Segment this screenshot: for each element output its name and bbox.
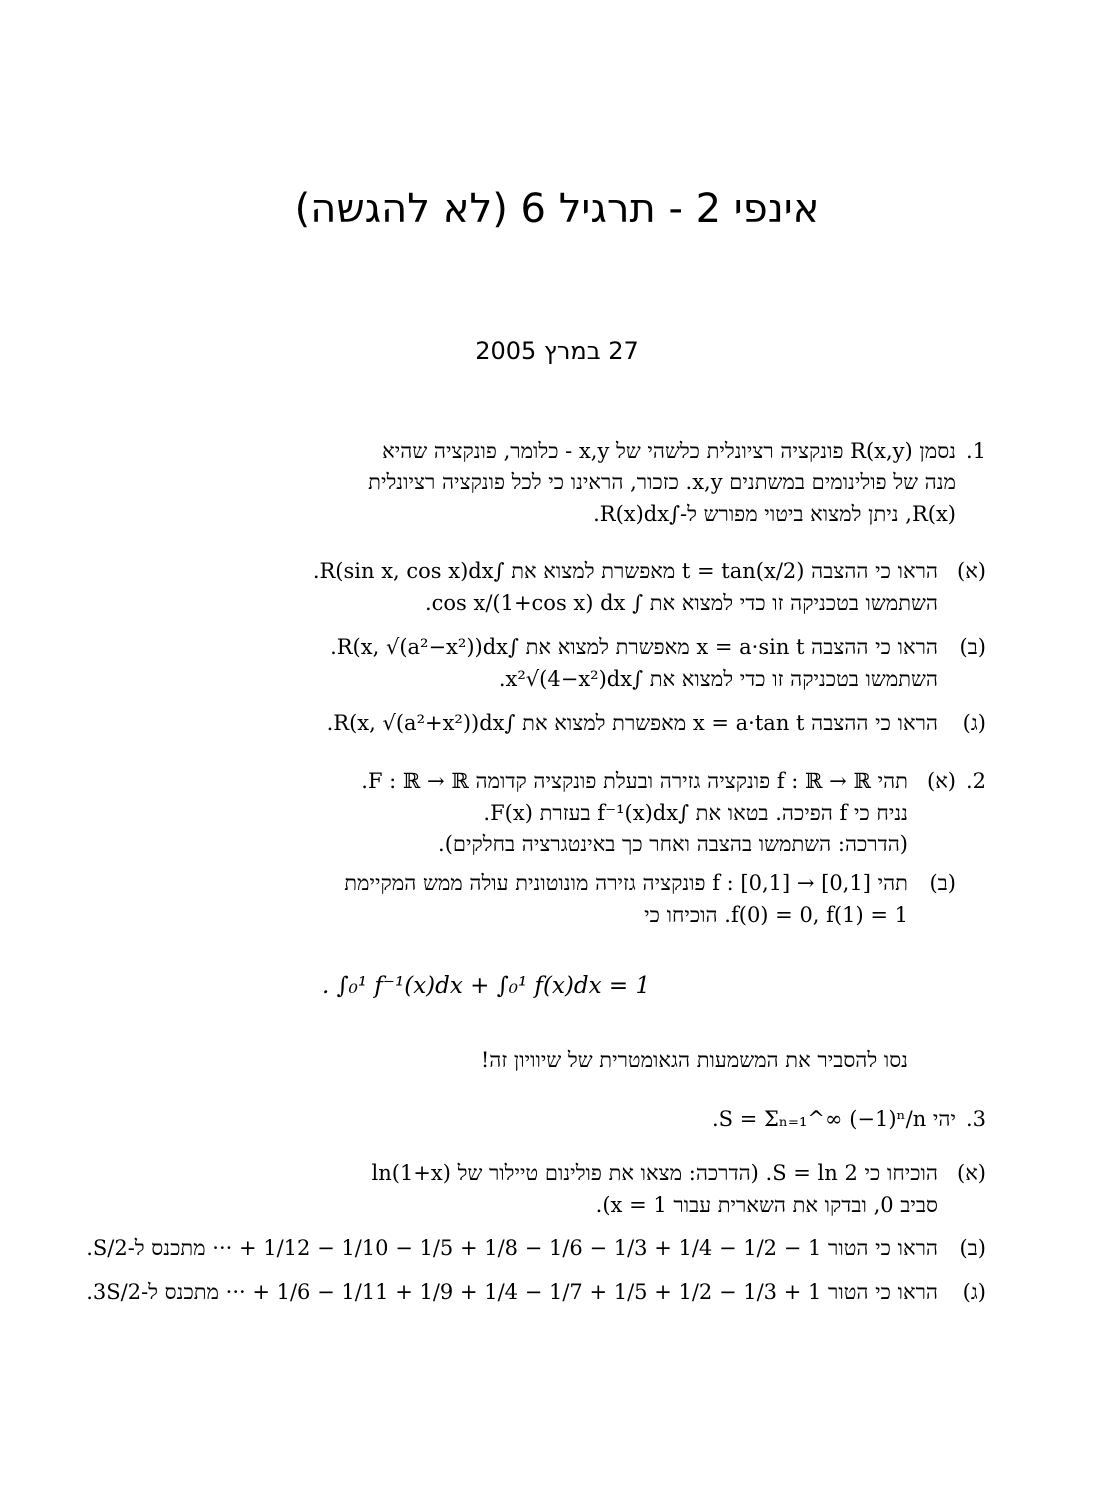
problem-1-part-a-line-1: הראו כי ההצבה t = tan(x/2) מאפשרת למצוא את ∫R(sin x, cos x)dx. bbox=[312, 559, 938, 583]
problem-3-part-c-label: (ג) bbox=[962, 1280, 986, 1304]
problem-3-number: 3. bbox=[965, 1107, 986, 1131]
problem-2-number: 2. bbox=[965, 769, 986, 793]
problem-1-part-b-line-2: השתמשו בטכניקה זו כדי למצוא את ∫x²√(4−x²)dx. bbox=[498, 667, 938, 691]
problem-3-part-a-line-1: הוכיחו כי S = ln 2. (הדרכה: מצאו את פולינום טיילור של ln(1+x) bbox=[371, 1161, 938, 1185]
problem-2-part-b-label: (ב) bbox=[929, 871, 956, 895]
problem-3-part-b-line-1: הראו כי הטור 1 − 1/2 − 1/4 + 1/3 − 1/6 − 1/8 + 1/5 − 1/10 − 1/12 + ··· מתכנס ל-S/2. bbox=[86, 1236, 938, 1260]
problem-3-part-a-label: (א) bbox=[957, 1161, 986, 1185]
problem-2-part-a-line-3: (הדרכה: השתמשו בהצבה ואחר כך באינטגרציה בחלקים). bbox=[438, 832, 908, 856]
problem-1-intro-line-2: מנה של פולינומים במשתנים x,y. כזכור, הראינו כי לכל פונקציה רציונלית bbox=[368, 470, 956, 494]
problem-2-geometric-note: נסו להסביר את המשמעות הגאומטרית של שיוויון זה! bbox=[480, 1048, 908, 1072]
problem-2-part-a-line-1: תהי f : ℝ → ℝ פונקציה גזירה ובעלת פונקציה קדומה F : ℝ → ℝ. bbox=[361, 769, 908, 793]
problem-2-part-a-line-2: נניח כי f הפיכה. בטאו את ∫f⁻¹(x)dx בעזרת F(x). bbox=[483, 801, 908, 825]
problem-3-part-b-label: (ב) bbox=[959, 1236, 986, 1260]
problem-2-part-b-line-1: תהי f : [0,1] → [0,1] פונקציה גזירה מונוטונית עולה ממש המקיימת bbox=[344, 871, 908, 895]
problem-1-part-c-label: (ג) bbox=[962, 711, 986, 735]
problem-1-part-c-line-1: הראו כי ההצבה x = a·tan t מאפשרת למצוא את ∫R(x, √(a²+x²))dx. bbox=[326, 711, 938, 735]
problem-3-part-c-line-1: הראו כי הטור 1 + 1/3 − 1/2 + 1/5 + 1/7 − 1/4 + 1/9 + 1/11 − 1/6 + ··· מתכנס ל-3S/2. bbox=[86, 1280, 938, 1304]
problem-1-intro-line-1: נסמן R(x,y) פונקציה רציונלית כלשהי של x,y - כלומר, פונקציה שהיא bbox=[382, 439, 956, 463]
problem-2-part-b-line-2: f(0) = 0, f(1) = 1. הוכיחו כי bbox=[644, 903, 908, 927]
problem-2-part-a-label: (א) bbox=[927, 769, 956, 793]
problem-3-intro-line-1: יהי S = Σₙ₌₁^∞ (−1)ⁿ/n. bbox=[711, 1107, 956, 1131]
problem-1-part-b-label: (ב) bbox=[959, 635, 986, 659]
problem-1-number: 1. bbox=[965, 439, 986, 463]
problem-3-part-a-line-2: סביב 0, ובדקו את השארית עבור x = 1). bbox=[595, 1193, 938, 1217]
problem-1-part-a-label: (א) bbox=[957, 559, 986, 583]
problem-1-intro-line-3: R(x), ניתן למצוא ביטוי מפורש ל-∫R(x)dx. bbox=[593, 502, 956, 526]
page-date: 27 במרץ 2005 bbox=[475, 337, 639, 365]
page-title: אינפי 2 - תרגיל 6 (לא להגשה) bbox=[294, 186, 820, 232]
problem-1-part-b-line-1: הראו כי ההצבה x = a·sin t מאפשרת למצוא את ∫R(x, √(a²−x²))dx. bbox=[330, 635, 938, 659]
problem-1-part-a-line-2: השתמשו בטכניקה זו כדי למצוא את ∫ cos x/(1+cos x) dx. bbox=[424, 591, 938, 615]
display-equation: . ∫₀¹ f⁻¹(x)dx + ∫₀¹ f(x)dx = 1 bbox=[322, 973, 651, 999]
